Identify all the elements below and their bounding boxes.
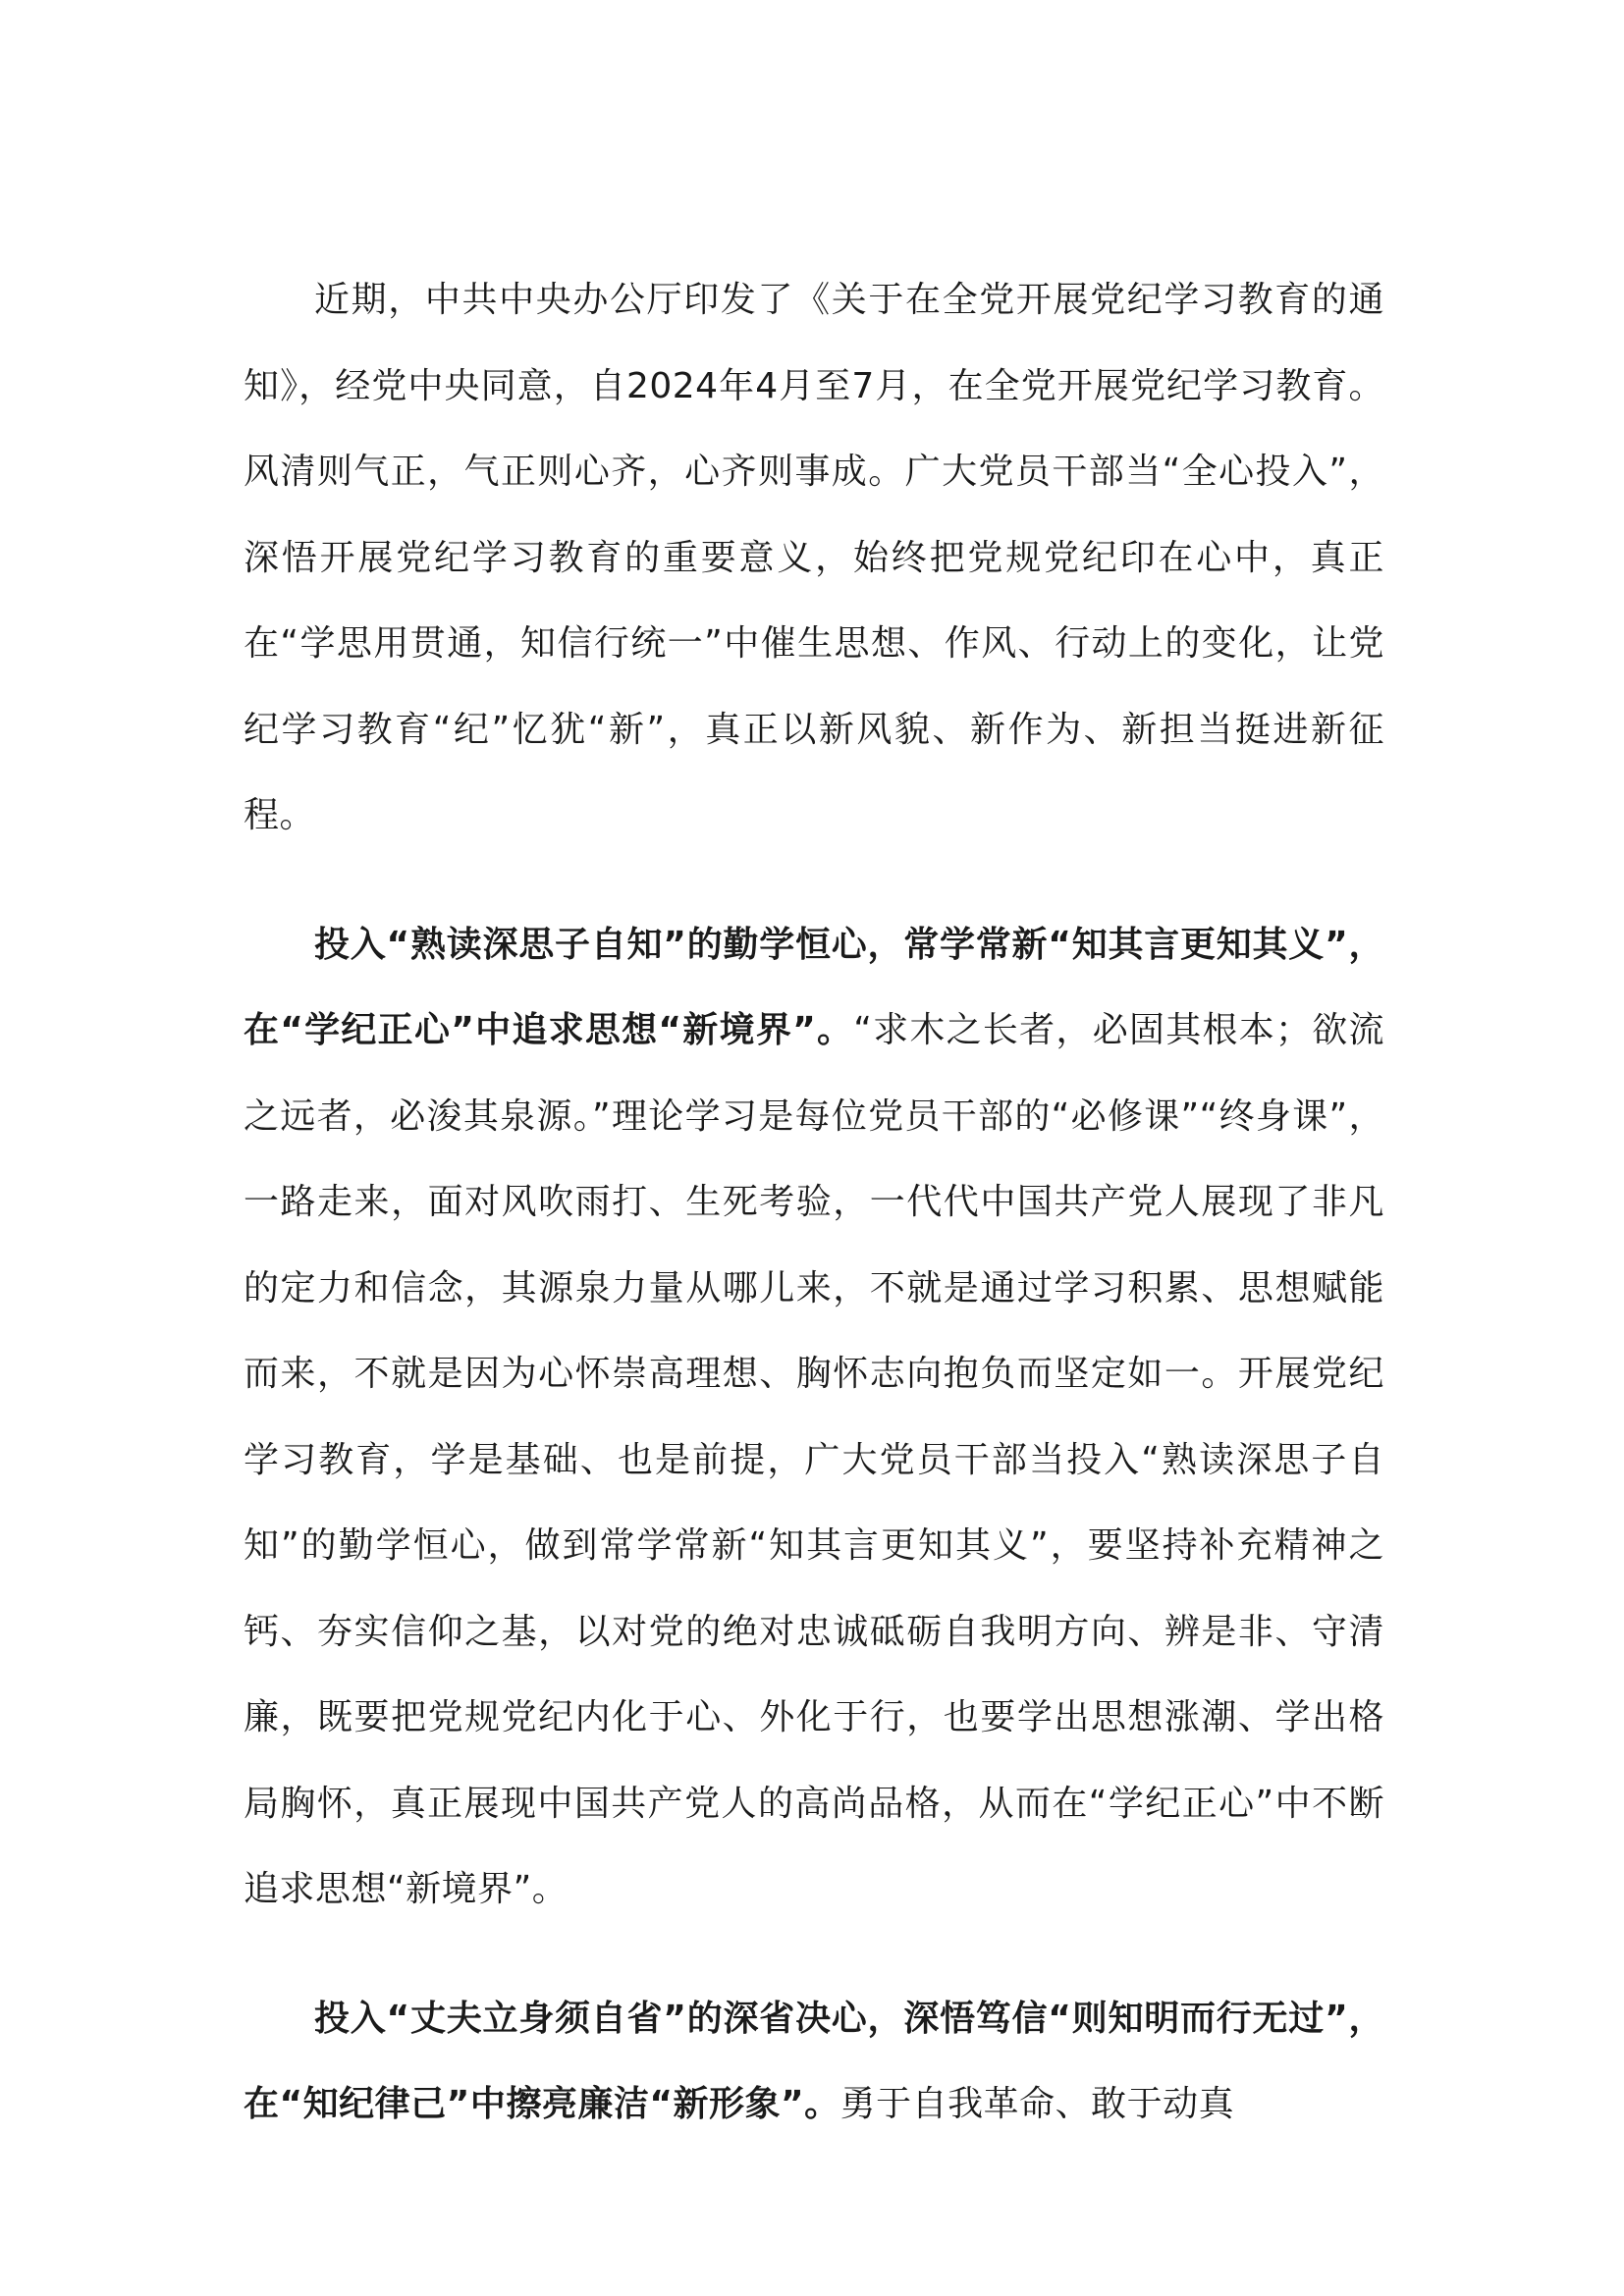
paragraph-intro <box>244 257 1384 859</box>
paragraph-gap <box>244 859 1384 902</box>
paragraph-study-text: “求木之长者，必固其根本；欲流之远者，必浚其泉源。”理论学习是每位党员干部的“必修课”“终身课”，一路走来，面对风吹雨打、生死考验，一代代中国共产党人展现了非凡的定力和信念，其源泉力量从哪儿来，不就是通过学习积累、思想赋能而来，不就是因为心怀崇高理想、胸怀志向抱负而坚定如一。开展党纪学习教育，学是基础、也是前提，广大党员干部当投入“熟读深思子自知”的勤学恒心，做到常学常新“知其言更知其义”，要坚持补充精神之钙、夯实信仰之基，以对党的绝对忠诚砥砺自我明方向、辨是非、守清廉，既要把党规党纪内化于心、外化于行，也要学出思想涨潮、学出格局胸怀，真正展现中国共产党人的高尚品格，从而在“学纪正心”中不断追求思想“新境界”。 <box>244 1010 1384 1909</box>
paragraph-reflection-heading: 投入“丈夫立身须自省”的深省决心，深悟笃信“则知明而行无过”，在“知纪律己”中擦亮廉洁“新形象”。 <box>244 1998 1384 2124</box>
paragraph-reflection-text: 勇于自我革命、敢于动真 <box>839 2084 1235 2124</box>
paragraph-study-heading: 投入“熟读深思子自知”的勤学恒心，常学常新“知其言更知其义”，在“学纪正心”中追求思想“新境界”。 <box>244 924 1384 1050</box>
document-body <box>244 257 1384 2148</box>
paragraph-study <box>244 902 1384 1933</box>
paragraph-reflection <box>244 1976 1384 2148</box>
paragraph-gap <box>244 1933 1384 1976</box>
paragraph-intro-text: 近期，中共中央办公厅印发了《关于在全党开展党纪学习教育的通知》，经党中央同意，自2024年4月至7月，在全党开展党纪学习教育。风清则气正，气正则心齐，心齐则事成。广大党员干部当“全心投入”，深悟开展党纪学习教育的重要意义，始终把党规党纪印在心中，真正在“学思用贯通，知信行统一”中催生思想、作风、行动上的变化，让党纪学习教育“纪”忆犹“新”，真正以新风貌、新作为、新担当挺进新征程。 <box>244 280 1384 835</box>
